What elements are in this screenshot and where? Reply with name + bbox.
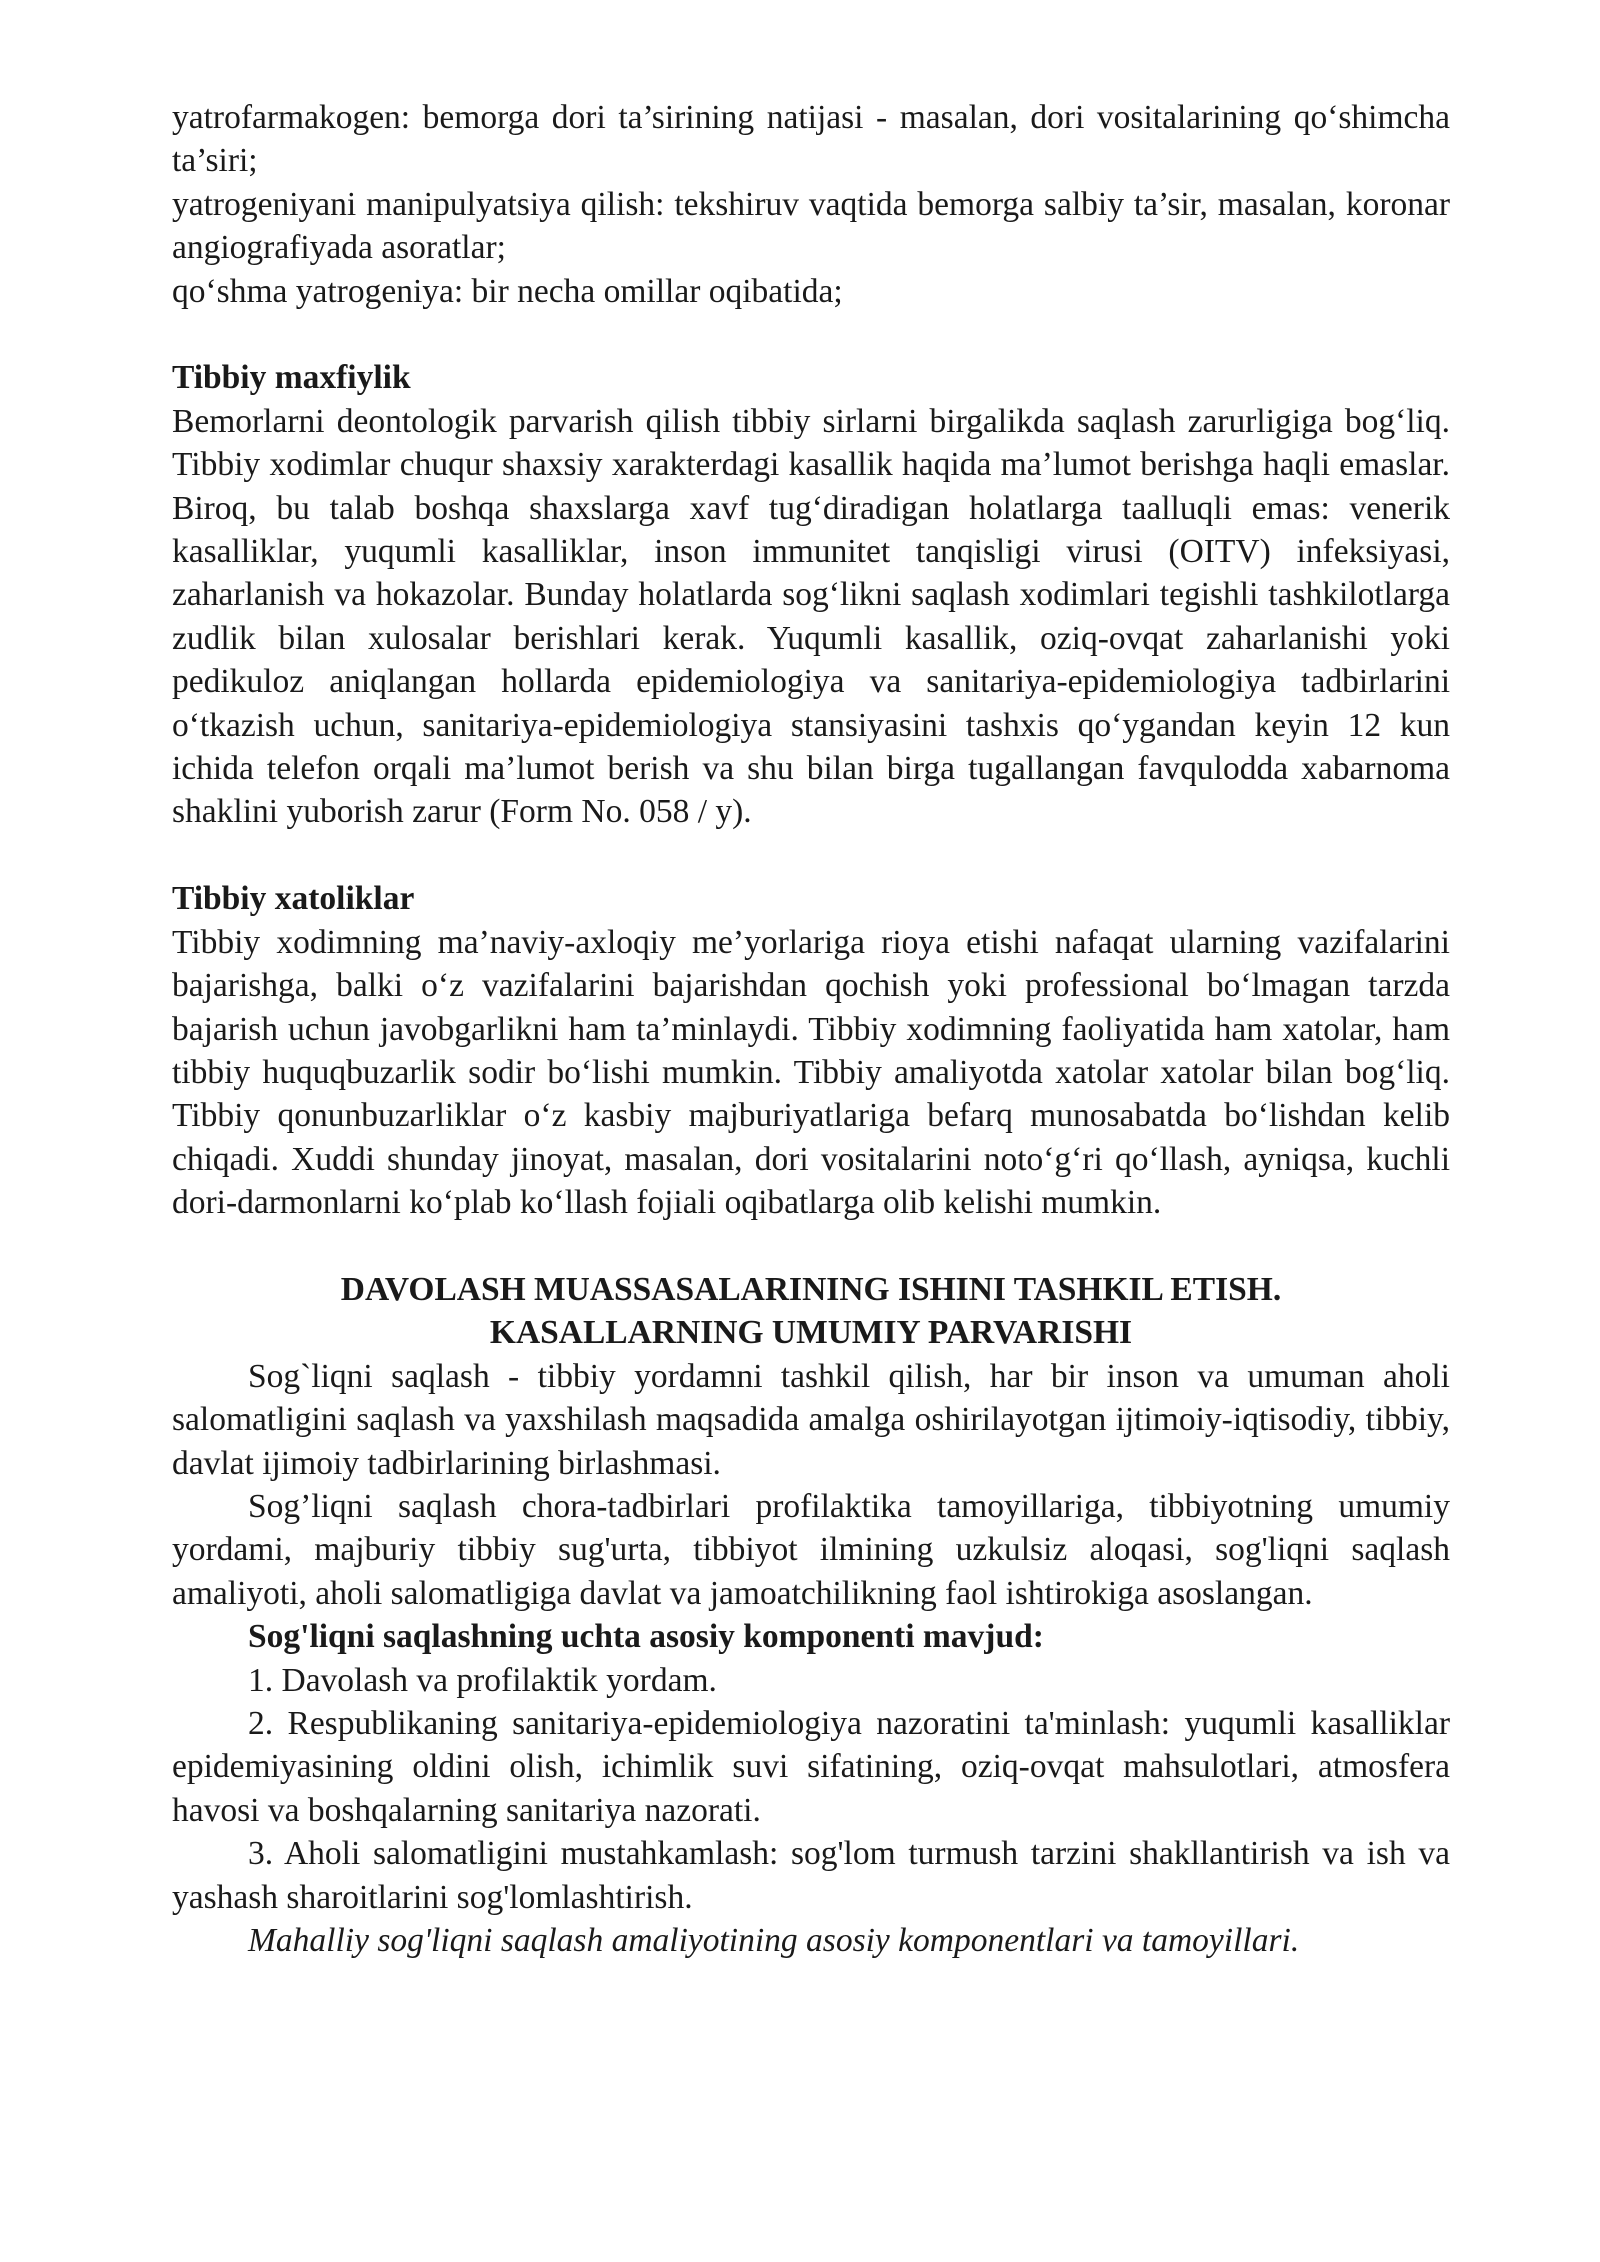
intro-line-2: yatrogeniyani manipulyatsiya qilish: tekshiruv vaqtida bemorga salbiy ta’sir, masalan, koronar angiografiyada asoratlar; <box>172 185 1450 267</box>
intro-line-1: yatrofarmakogen: bemorga dori ta’sirining natijasi - masalan, dori vositalarining qo‘shimcha ta’siri; <box>172 99 1450 180</box>
section-heading-confidentiality: Tibbiy maxfiylik <box>172 359 411 397</box>
spacer <box>172 313 1450 356</box>
section-heading-errors: Tibbiy xatoliklar <box>172 880 415 918</box>
components-heading: Sog'liqni saqlashning uchta asosiy komponenti mavjud: <box>248 1618 1044 1656</box>
section-body-confidentiality: Bemorlarni deontologik parvarish qilish tibbiy sirlarni birgalikda saqlash zarurligiga bog‘liq. Tibbiy xodimlar chuqur shaxsiy xarakterdagi kasallik haqida ma’lumot berishga haqli emaslar. Biroq, bu talab boshqa shaxslarga xavf tug‘diradigan holatlarga taalluqli emas: venerik kasalliklar, yuqumli kasalliklar, inson immunitet tanqisligi virusi (OITV) infeksiyasi, zaharlanish va hokazolar. Bunday holatlarda sog‘likni saqlash xodimlari tegishli tashkilotlarga zudlik bilan xulosalar berishlari kerak. Yuqumli kasallik, oziq-ovqat zaharlanishi yoki pedikuloz aniqlangan hollarda epidemiologiya va sanitariya-epidemiologiya tadbirlarini o‘tkazish uchun, sanitariya-epidemiologiya stansiyasini tashxis qo‘ygandan keyin 12 kun ichida telefon orqali ma’lumot berish va shu bilan birga tugallangan favqulodda xabarnoma shaklini yuborish zarur (Form No. 058 / y). <box>172 402 1450 831</box>
list-item-2: 2. Respublikaning sanitariya-epidemiologiya nazoratini ta'minlash: yuqumli kasalliklar epidemiyasining oldini olish, ichimlik suvi sifatining, oziq-ovqat mahsulotlari, atmosfera havosi va boshqalarning sanitariya nazorati. <box>172 1704 1450 1829</box>
spacer <box>172 834 1450 877</box>
document-page <box>172 96 1450 1962</box>
chapter-title-line-2: KASALLARNING UMUMIY PARVARISHI <box>489 1314 1133 1352</box>
list-item-3: 3. Aholi salomatligini mustahkamlash: sog'lom turmush tarzini shakllantirish va ish va yashash sharoitlarini sog'lomlashtirish. <box>172 1835 1450 1916</box>
closing-italic-line: Mahalliy sog'liqni saqlash amaliyotining asosiy komponentlari va tamoyillari. <box>248 1922 1300 1960</box>
chapter-paragraph-1: Sog`liqni saqlash - tibbiy yordamni tashkil qilish, har bir inson va umuman aholi salomatligini saqlash va yaxshilash maqsadida amalga oshirilayotgan ijtimoiy-iqtisodiy, tibbiy, davlat ijimoiy tadbirlarining birlashmasi. <box>172 1357 1450 1482</box>
intro-line-3: qo‘shma yatrogeniya: bir necha omillar oqibatida; <box>172 272 843 310</box>
chapter-paragraph-2: Sog’liqni saqlash chora-tadbirlari profilaktika tamoyillariga, tibbiyotning umumiy yordami, majburiy tibbiy sug'urta, tibbiyot ilmining uzkulsiz aloqasi, sog'liqni saqlash amaliyoti, aholi salomatligiga davlat va jamoatchilikning faol ishtirokiga asoslangan. <box>172 1487 1450 1612</box>
list-item-1: 1. Davolash va profilaktik yordam. <box>248 1661 717 1699</box>
chapter-title-line-1: DAVOLASH MUASSASALARINING ISHINI TASHKIL ETISH. <box>340 1270 1282 1308</box>
spacer <box>172 1225 1450 1268</box>
section-body-errors: Tibbiy xodimning ma’naviy-axloqiy me’yorlariga rioya etishi nafaqat ularning vazifalarini bajarishga, balki o‘z vazifalarini bajarishdan qochish yoki professional bo‘lmagan tarzda bajarish uchun javobgarlikni ham ta’minlaydi. Tibbiy xodimning faoliyatida ham xatolar, ham tibbiy huquqbuzarlik sodir bo‘lishi mumkin. Tibbiy amaliyotda xatolar xatolar bilan bog‘liq. Tibbiy qonunbuzarliklar o‘z kasbiy majburiyatlariga befarq munosabatda bo‘lishdan kelib chiqadi. Xuddi shunday jinoyat, masalan, dori vositalarini noto‘g‘ri qo‘llash, ayniqsa, kuchli dori-darmonlarni ko‘plab ko‘llash fojiali oqibatlarga olib kelishi mumkin. <box>172 923 1450 1222</box>
